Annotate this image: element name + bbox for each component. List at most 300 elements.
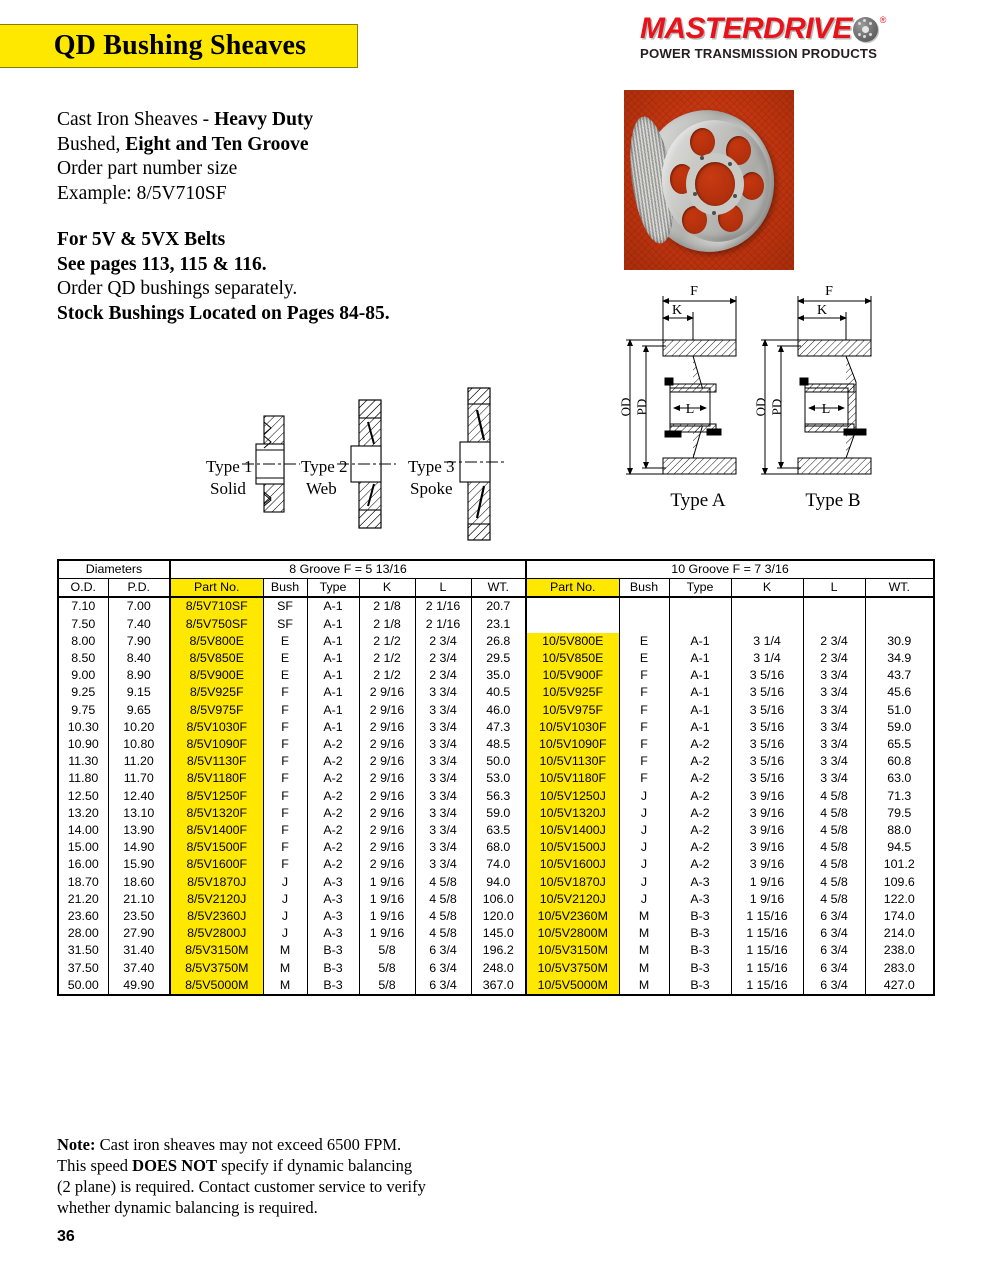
cell-k8: 2 9/16 <box>359 736 415 753</box>
cell-od: 31.50 <box>58 942 108 959</box>
cell-p8: 8/5V2800J <box>170 925 263 942</box>
cell-w10: 71.3 <box>865 788 934 805</box>
cell-p8: 8/5V925F <box>170 684 263 701</box>
cell-l10: 2 3/4 <box>803 633 865 650</box>
cell-b10: E <box>619 650 669 667</box>
cell-k8: 5/8 <box>359 960 415 977</box>
cell-k10: 3 9/16 <box>731 822 803 839</box>
cell-b10: M <box>619 925 669 942</box>
cell-p8: 8/5V1600F <box>170 856 263 873</box>
cell-p8: 8/5V1500F <box>170 839 263 856</box>
cell-p10: 10/5V1320J <box>526 805 619 822</box>
cell-p8: 8/5V1320F <box>170 805 263 822</box>
cell-l8: 3 3/4 <box>415 788 471 805</box>
cell-k10: 3 1/4 <box>731 650 803 667</box>
cell-p8: 8/5V710SF <box>170 597 263 615</box>
cell-pd: 23.50 <box>108 908 170 925</box>
cell-od: 10.90 <box>58 736 108 753</box>
cell-p10: 10/5V1030F <box>526 719 619 736</box>
cell-l10: 3 3/4 <box>803 667 865 684</box>
cell-pd: 9.15 <box>108 684 170 701</box>
cell-b8: E <box>263 633 307 650</box>
cell-p10 <box>526 597 619 615</box>
cell-t8: A-3 <box>307 891 359 908</box>
cell-od: 8.00 <box>58 633 108 650</box>
cell-t10: B-3 <box>669 977 731 995</box>
cell-b8: J <box>263 925 307 942</box>
header-diameters: Diameters <box>58 560 170 579</box>
table-row <box>58 977 934 995</box>
type-ab-svg <box>608 278 948 556</box>
cell-od: 18.70 <box>58 874 108 891</box>
cell-l10: 6 3/4 <box>803 908 865 925</box>
header-k-10: K <box>731 579 803 598</box>
cell-od: 37.50 <box>58 960 108 977</box>
cell-b10: F <box>619 753 669 770</box>
cell-pd: 12.40 <box>108 788 170 805</box>
header-part-no-10: Part No. <box>526 579 619 598</box>
brand-tagline: POWER TRANSMISSION PRODUCTS <box>640 46 878 61</box>
cell-l10: 4 5/8 <box>803 856 865 873</box>
table-row <box>58 874 934 891</box>
cell-k10: 3 5/16 <box>731 719 803 736</box>
page-title-banner <box>0 24 358 68</box>
cell-w10: 65.5 <box>865 736 934 753</box>
cell-w8: 74.0 <box>471 856 526 873</box>
table-row <box>58 702 934 719</box>
sheave-illustration <box>632 106 786 256</box>
header-pd: P.D. <box>108 579 170 598</box>
cell-w10: 43.7 <box>865 667 934 684</box>
cell-l8: 2 3/4 <box>415 633 471 650</box>
table-row <box>58 650 934 667</box>
cell-b8: M <box>263 942 307 959</box>
cell-w8: 46.0 <box>471 702 526 719</box>
cell-l10: 3 3/4 <box>803 684 865 701</box>
cell-l10 <box>803 616 865 633</box>
cell-w8: 367.0 <box>471 977 526 995</box>
type-b-dim-od: OD <box>753 397 768 417</box>
cell-od: 12.50 <box>58 788 108 805</box>
cell-pd: 13.10 <box>108 805 170 822</box>
cell-l8: 4 5/8 <box>415 908 471 925</box>
table-row <box>58 753 934 770</box>
gear-icon <box>853 17 878 42</box>
cell-od: 23.60 <box>58 908 108 925</box>
cell-b8: F <box>263 822 307 839</box>
cell-l8: 3 3/4 <box>415 736 471 753</box>
type-a-dim-k: K <box>671 303 683 318</box>
cell-k8: 1 9/16 <box>359 891 415 908</box>
cell-p8: 8/5V750SF <box>170 616 263 633</box>
cell-t8: A-2 <box>307 770 359 787</box>
cell-od: 7.50 <box>58 616 108 633</box>
cell-pd: 18.60 <box>108 874 170 891</box>
cell-k8: 2 1/8 <box>359 597 415 615</box>
cell-l8: 3 3/4 <box>415 702 471 719</box>
cell-b8: F <box>263 684 307 701</box>
cell-p8: 8/5V1180F <box>170 770 263 787</box>
cell-od: 11.30 <box>58 753 108 770</box>
header-bush-10: Bush <box>619 579 669 598</box>
see-pages-line: See pages 113, 115 & 116. <box>57 253 267 275</box>
cell-l10: 3 3/4 <box>803 736 865 753</box>
cell-b10 <box>619 597 669 615</box>
type-a-label: Type A <box>670 490 726 511</box>
cell-k10 <box>731 597 803 615</box>
type-b-label: Type B <box>805 490 861 511</box>
cell-k10: 3 5/16 <box>731 753 803 770</box>
cell-k10: 1 9/16 <box>731 891 803 908</box>
cell-b8: J <box>263 891 307 908</box>
cell-k10: 1 15/16 <box>731 925 803 942</box>
cell-b10: J <box>619 856 669 873</box>
cell-w10: 30.9 <box>865 633 934 650</box>
cell-t10: A-1 <box>669 633 731 650</box>
cell-t10 <box>669 616 731 633</box>
cell-t8: B-3 <box>307 977 359 995</box>
type-1-sublabel: Solid <box>210 479 246 498</box>
cell-t8: A-2 <box>307 856 359 873</box>
cell-b10: F <box>619 702 669 719</box>
cell-t10: A-1 <box>669 702 731 719</box>
cell-k8: 2 9/16 <box>359 719 415 736</box>
cell-b8: J <box>263 908 307 925</box>
cell-p8: 8/5V2360J <box>170 908 263 925</box>
cell-pd: 7.90 <box>108 633 170 650</box>
cell-l10 <box>803 597 865 615</box>
cell-b8: F <box>263 839 307 856</box>
table-row <box>58 736 934 753</box>
cell-l10: 4 5/8 <box>803 891 865 908</box>
sheave-type-figures <box>196 384 536 544</box>
cell-pd: 7.40 <box>108 616 170 633</box>
cell-t8: A-2 <box>307 822 359 839</box>
cell-b8: F <box>263 702 307 719</box>
cell-k8: 2 9/16 <box>359 753 415 770</box>
cell-t10: A-3 <box>669 891 731 908</box>
table-row <box>58 667 934 684</box>
note-line-1: Note: Cast iron sheaves may not exceed 6500 FPM. <box>57 1135 402 1154</box>
table-row <box>58 960 934 977</box>
header-type-8: Type <box>307 579 359 598</box>
cell-pd: 21.10 <box>108 891 170 908</box>
cell-k10: 1 15/16 <box>731 977 803 995</box>
cell-p8: 8/5V1030F <box>170 719 263 736</box>
cell-t10: B-3 <box>669 925 731 942</box>
cell-l8: 4 5/8 <box>415 925 471 942</box>
cell-l10: 6 3/4 <box>803 960 865 977</box>
cell-od: 15.00 <box>58 839 108 856</box>
cell-pd: 8.40 <box>108 650 170 667</box>
cell-k10: 1 9/16 <box>731 874 803 891</box>
cell-k10 <box>731 616 803 633</box>
cell-l10: 6 3/4 <box>803 942 865 959</box>
header-l-8: L <box>415 579 471 598</box>
header-part-no-8: Part No. <box>170 579 263 598</box>
cell-l10: 3 3/4 <box>803 753 865 770</box>
type-1-label: Type 1 <box>206 457 253 476</box>
intro-line-3: Order part number size <box>57 158 238 179</box>
cell-t10: B-3 <box>669 908 731 925</box>
cell-pd: 15.90 <box>108 856 170 873</box>
cell-od: 9.75 <box>58 702 108 719</box>
cell-k8: 2 9/16 <box>359 702 415 719</box>
cell-t8: B-3 <box>307 960 359 977</box>
cell-b10: J <box>619 822 669 839</box>
cell-w8: 106.0 <box>471 891 526 908</box>
cell-w8: 35.0 <box>471 667 526 684</box>
cell-b8: E <box>263 667 307 684</box>
cell-b10: J <box>619 788 669 805</box>
cell-k8: 1 9/16 <box>359 908 415 925</box>
cell-l8: 3 3/4 <box>415 753 471 770</box>
cell-t8: A-2 <box>307 736 359 753</box>
cell-pd: 13.90 <box>108 822 170 839</box>
cell-w8: 196.2 <box>471 942 526 959</box>
cell-t10: A-2 <box>669 856 731 873</box>
cell-t8: A-1 <box>307 719 359 736</box>
type-b-figure <box>761 296 871 474</box>
cell-b10: M <box>619 977 669 995</box>
cell-b10: J <box>619 805 669 822</box>
cell-p10: 10/5V1250J <box>526 788 619 805</box>
type-3-label: Type 3 <box>408 457 455 476</box>
table-group-header-row <box>58 560 934 579</box>
cell-b10: J <box>619 891 669 908</box>
cell-w10: 60.8 <box>865 753 934 770</box>
cell-od: 9.00 <box>58 667 108 684</box>
brand-logo <box>640 14 930 61</box>
type-a-dim-od: OD <box>618 397 633 417</box>
cell-k8: 2 1/2 <box>359 650 415 667</box>
cell-t10: A-2 <box>669 822 731 839</box>
cell-b8: SF <box>263 597 307 615</box>
cell-pd: 11.70 <box>108 770 170 787</box>
cell-p10: 10/5V3150M <box>526 942 619 959</box>
cell-pd: 31.40 <box>108 942 170 959</box>
cell-t8: A-1 <box>307 633 359 650</box>
cell-od: 21.20 <box>58 891 108 908</box>
type-b-dim-k: K <box>816 303 828 318</box>
cell-od: 50.00 <box>58 977 108 995</box>
cell-w10: 59.0 <box>865 719 934 736</box>
cell-w10: 88.0 <box>865 822 934 839</box>
cell-b8: F <box>263 770 307 787</box>
belt-types-line: For 5V & 5VX Belts <box>57 229 226 250</box>
cell-p8: 8/5V1870J <box>170 874 263 891</box>
cell-t8: A-3 <box>307 908 359 925</box>
cell-t10: A-3 <box>669 874 731 891</box>
cell-w8: 26.8 <box>471 633 526 650</box>
cell-b10: J <box>619 839 669 856</box>
type-a-dim-l: L <box>685 402 695 417</box>
cell-w8: 68.0 <box>471 839 526 856</box>
table-row <box>58 891 934 908</box>
table-row <box>58 805 934 822</box>
intro-line-4: Example: 8/5V710SF <box>57 182 227 204</box>
cell-w10: 45.6 <box>865 684 934 701</box>
cell-k10: 3 9/16 <box>731 805 803 822</box>
cell-p10: 10/5V3750M <box>526 960 619 977</box>
table-row <box>58 788 934 805</box>
table-row <box>58 719 934 736</box>
cell-pd: 7.00 <box>108 597 170 615</box>
cell-t10: A-2 <box>669 770 731 787</box>
cell-l10: 4 5/8 <box>803 822 865 839</box>
cell-l8: 3 3/4 <box>415 684 471 701</box>
cell-t10: B-3 <box>669 942 731 959</box>
table-row <box>58 597 934 615</box>
cell-p8: 8/5V3150M <box>170 942 263 959</box>
type-3-sublabel: Spoke <box>410 479 453 498</box>
cell-p10: 10/5V975F <box>526 702 619 719</box>
cell-p10: 10/5V800E <box>526 633 619 650</box>
type-b-dim-l: L <box>821 402 831 417</box>
cell-p8: 8/5V1130F <box>170 753 263 770</box>
cell-t8: A-3 <box>307 874 359 891</box>
cell-t8: A-1 <box>307 597 359 615</box>
cell-w10: 214.0 <box>865 925 934 942</box>
cell-p10: 10/5V1870J <box>526 874 619 891</box>
cell-p8: 8/5V3750M <box>170 960 263 977</box>
cell-p10: 10/5V1400J <box>526 822 619 839</box>
cell-w10: 51.0 <box>865 702 934 719</box>
cell-p8: 8/5V900E <box>170 667 263 684</box>
header-10-groove: 10 Groove F = 7 3/16 <box>526 560 934 579</box>
cell-l10: 6 3/4 <box>803 977 865 995</box>
cell-p8: 8/5V975F <box>170 702 263 719</box>
cell-w8: 59.0 <box>471 805 526 822</box>
cell-b10: J <box>619 874 669 891</box>
cell-t8: A-2 <box>307 788 359 805</box>
cell-w10: 109.6 <box>865 874 934 891</box>
table-row <box>58 770 934 787</box>
cell-l10: 3 3/4 <box>803 719 865 736</box>
cell-p10: 10/5V1090F <box>526 736 619 753</box>
cell-od: 16.00 <box>58 856 108 873</box>
cell-b8: F <box>263 736 307 753</box>
cell-w8: 63.5 <box>471 822 526 839</box>
sheave-bore <box>695 162 735 206</box>
cell-w10: 79.5 <box>865 805 934 822</box>
cell-w8: 53.0 <box>471 770 526 787</box>
cell-b8: E <box>263 650 307 667</box>
cell-k8: 2 1/2 <box>359 667 415 684</box>
cell-w10 <box>865 616 934 633</box>
cell-p8: 8/5V1090F <box>170 736 263 753</box>
cell-od: 14.00 <box>58 822 108 839</box>
cell-t10: A-2 <box>669 788 731 805</box>
cell-t8: A-2 <box>307 805 359 822</box>
cell-t10: A-1 <box>669 684 731 701</box>
cell-k8: 2 9/16 <box>359 805 415 822</box>
cell-t8: A-1 <box>307 667 359 684</box>
type-2-sublabel: Web <box>306 479 337 498</box>
cell-b8: SF <box>263 616 307 633</box>
table-row <box>58 925 934 942</box>
cell-pd: 10.80 <box>108 736 170 753</box>
cell-w10: 283.0 <box>865 960 934 977</box>
cell-k10: 3 9/16 <box>731 788 803 805</box>
cell-w10: 34.9 <box>865 650 934 667</box>
cell-t10: A-2 <box>669 753 731 770</box>
footnote <box>57 1134 487 1218</box>
cell-l8: 4 5/8 <box>415 891 471 908</box>
cell-t10: A-2 <box>669 805 731 822</box>
cell-w8: 20.7 <box>471 597 526 615</box>
cell-pd: 10.20 <box>108 719 170 736</box>
product-photo <box>624 90 794 270</box>
cell-w8: 40.5 <box>471 684 526 701</box>
cell-b8: M <box>263 960 307 977</box>
cell-w10: 238.0 <box>865 942 934 959</box>
cell-k8: 1 9/16 <box>359 925 415 942</box>
table-row <box>58 633 934 650</box>
cell-l10: 4 5/8 <box>803 788 865 805</box>
table-row <box>58 822 934 839</box>
cell-p10: 10/5V925F <box>526 684 619 701</box>
cell-l10: 3 3/4 <box>803 770 865 787</box>
cell-w10: 427.0 <box>865 977 934 995</box>
cell-p10: 10/5V2120J <box>526 891 619 908</box>
cell-b8: F <box>263 719 307 736</box>
page-number: 36 <box>57 1228 75 1245</box>
cell-l8: 4 5/8 <box>415 874 471 891</box>
cell-w8: 145.0 <box>471 925 526 942</box>
cell-w10: 63.0 <box>865 770 934 787</box>
cell-b10: F <box>619 667 669 684</box>
cell-k8: 2 9/16 <box>359 839 415 856</box>
cell-k10: 3 1/4 <box>731 633 803 650</box>
cell-p10: 10/5V2800M <box>526 925 619 942</box>
header-l-10: L <box>803 579 865 598</box>
brand-name: MASTERDRIVE <box>640 12 852 45</box>
cell-b10: F <box>619 770 669 787</box>
cell-w8: 248.0 <box>471 960 526 977</box>
header-8-groove: 8 Groove F = 5 13/16 <box>170 560 526 579</box>
cell-od: 7.10 <box>58 597 108 615</box>
cell-l8: 2 1/16 <box>415 597 471 615</box>
cell-b10: M <box>619 942 669 959</box>
header-od: O.D. <box>58 579 108 598</box>
type-a-dim-f: F <box>690 284 698 299</box>
cell-t10: B-3 <box>669 960 731 977</box>
cell-l8: 3 3/4 <box>415 805 471 822</box>
header-k-8: K <box>359 579 415 598</box>
type-ab-diagrams <box>608 278 948 556</box>
cell-k10: 3 5/16 <box>731 770 803 787</box>
registered-mark: ® <box>879 15 887 25</box>
specifications-table-wrapper <box>57 559 933 996</box>
cell-od: 10.30 <box>58 719 108 736</box>
cell-w8: 50.0 <box>471 753 526 770</box>
cell-k8: 2 9/16 <box>359 770 415 787</box>
type-a-figure <box>626 296 736 474</box>
cell-l10: 4 5/8 <box>803 805 865 822</box>
cell-b8: J <box>263 874 307 891</box>
type-b-dim-pd: PD <box>769 398 784 416</box>
table-sub-header-row <box>58 579 934 598</box>
cell-b10: M <box>619 960 669 977</box>
cell-k8: 5/8 <box>359 942 415 959</box>
cell-p8: 8/5V5000M <box>170 977 263 995</box>
cell-pd: 27.90 <box>108 925 170 942</box>
cell-od: 9.25 <box>58 684 108 701</box>
cell-l8: 2 3/4 <box>415 650 471 667</box>
cell-p10: 10/5V1180F <box>526 770 619 787</box>
cell-p10: 10/5V1500J <box>526 839 619 856</box>
